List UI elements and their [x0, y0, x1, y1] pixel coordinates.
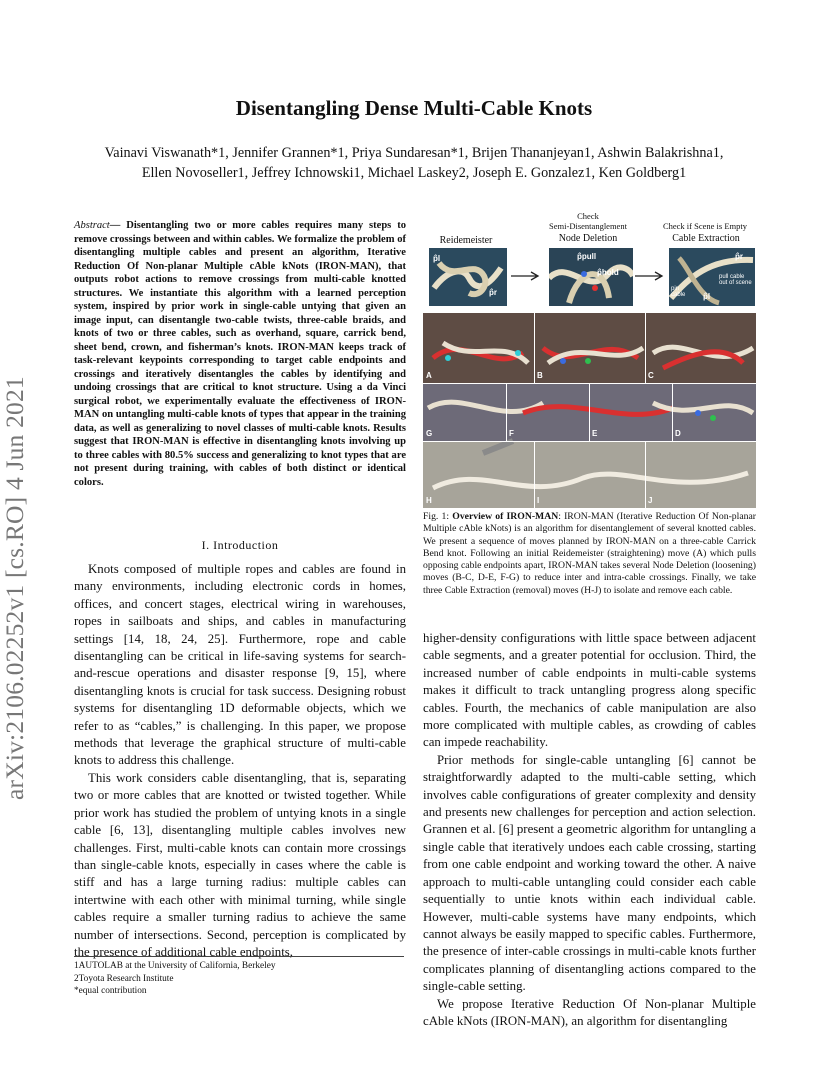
pin-cable-label: pin cable: [671, 286, 686, 298]
section-heading: I. Introduction: [201, 538, 279, 552]
abstract: [74, 219, 406, 489]
figure-1: [423, 203, 756, 508]
paper-title: Disentangling Dense Multi-Cable Knots: [235, 96, 593, 120]
photo-sequence: [423, 313, 756, 508]
pull-out-label: pull cable out of scene: [719, 274, 752, 286]
panel-label: D: [675, 429, 681, 438]
right-column-body: [423, 630, 756, 1030]
panel-label: C: [648, 371, 654, 380]
footnotes: [74, 956, 404, 998]
arrow-icon: [635, 271, 667, 281]
keypoint-pr: p̂r: [489, 288, 497, 297]
panel-label: B: [537, 371, 543, 380]
panel-label: I: [537, 496, 540, 505]
caption-label: Fig. 1:: [423, 511, 450, 522]
authors-line-2: Ellen Novoseller1, Jeffrey Ichnowski1, Michael Laskey2, Joseph E. Gonzalez1, Ken Goldberg1: [141, 165, 687, 181]
caption-bold: Overview of IRON-MAN: [452, 511, 559, 522]
footnote: *equal contribution: [74, 986, 147, 997]
panel-label: A: [426, 371, 432, 380]
keypoint-pl: p̂l: [703, 292, 711, 301]
panel-label: H: [426, 496, 432, 505]
keypoint-pl: p̂l: [433, 254, 441, 263]
arxiv-id: arXiv:2106.02252v1 [cs.RO] 4 Jun 2021: [0, 376, 29, 800]
paragraph: This work considers cable disentangling, that is, separating two or more cables that are knotted or twisted together. While prior work has studied the problem of untying knots in a single cable [6, 13], disentangling multiple cables involves new challenges. First, multi-cable knots can contain more crossings than single-cable knots, especially in cases where the cable is stiff and has a large turning radius: multiple cables can intertwine with each other with minimal turning, while single cables require a smaller turning radius to achieve the same number of intersections. Second, perception is complicated by the presence of additional cable endpoints,: [74, 770, 406, 959]
footnote: 2Toyota Research Institute: [74, 973, 174, 984]
keypoint-hold: p̂hold: [597, 268, 619, 277]
stage-check-label: Check: [577, 211, 599, 221]
stage-label-cable-extraction: Cable Extraction: [672, 233, 740, 244]
footnote: 1AUTOLAB at the University of California, Berkeley: [74, 961, 276, 971]
figure-caption: [423, 511, 756, 597]
schematic-cable-extraction: [669, 248, 755, 306]
panel-label: G: [426, 429, 433, 438]
left-column-body: [74, 561, 406, 961]
stage3-check-label: Check if Scene is Empty: [662, 221, 748, 231]
keypoint-pr: p̂r: [735, 252, 743, 261]
paragraph: higher-density configurations with little space between adjacent cable segments, and a greater potential for occlusion. Third, the increased number of cable endpoints in multi-cable systems makes it difficult to track untangling progress along specific cables. Fourth, the mechanics of cable manipulation are also more complicated with multiple cables, as crowding of cables can impede reachability.: [423, 631, 756, 750]
paragraph: Knots composed of multiple ropes and cables are found in many environments, including electronic cords in homes, offices, and concert stages, electrical wiring in warehouses, ropes in sailboats and ships, and cables in manufacturing settings [14, 18, 24, 25]. Furthermore, rope and cable disentangling can be critical in life-saving systems for search-and-rescue operations and disaster response [9, 15], where disentangling knots is crucial for task success. Designing robust systems for disentangling 1D deformable objects, which we refer to as “cables,” is challenging. In this paper, we propose methods that leverage the graphical structure of multi-cable knots to address this challenge.: [74, 562, 406, 768]
author-list: [60, 143, 768, 183]
paragraph: We propose Iterative Reduction Of Non-planar Multiple cAble kNots (IRON-MAN), an algorithm for disentangling: [423, 996, 756, 1028]
stage-label-reidemeister: Reidemeister: [439, 235, 493, 246]
paragraph: Prior methods for single-cable untangling [6] cannot be straightforwardly adapted to the multi-cable setting, which involves cable configurations of greater complexity and density and presents new challenges for perception and action selection. Grannen et al. [6] present a geometric algorithm for untangling a single cable that iteratively undoes each cable crossing, starting from one cable endpoint and working toward the other. A naive approach to multi-cable untangling could consider each cable sequentially to untie knots within each individual cable. However, multi-cable systems have many endpoints, which cannot always be easily mapped to specific cables. Furthermore, the presence of inter-cable crossings in multi-cable knots further complicates planning of disentangling actions compared to the single-cable setting.: [423, 752, 756, 994]
authors-line-1: Vainavi Viswanath*1, Jennifer Grannen*1, Priya Sundaresan*1, Brijen Thananjeyan1, Ashwin Balakrishna1,: [104, 145, 724, 161]
stage-label-node-deletion: Node Deletion: [558, 233, 618, 244]
arrow-icon: [511, 271, 543, 281]
panel-label: F: [509, 429, 514, 438]
abstract-text: — Disentangling two or more cables requires many steps to remove crossings between and within cables. We formalize the problem of disentangling multiple cables and present an algorithm, Iterative Reduction Of Non-planar Multiple cAble kNots (IRON-MAN), that outputs robot actions to remove crossings from multi-cable knotted structures. We instantiate this algorithm with a learned perception system, inspired by prior work in single-cable untying that given an image input, can disentangle two-cable twists, three-cable braids, and knots of two or three cables, such as overhand, square, carrick bend, sheet bend, crown, and fisherman’s knots. IRON-MAN keeps track of task-relevant keypoints corresponding to target cable endpoints and crossings and iteratively disentangles the cables by identifying and undoing crossings that are critical to knot structure. Using a da Vinci surgical robot, we experimentally evaluate the effectiveness of IRON-MAN on untangling multi-cable knots of types that appear in the training data, as well as generalizing to novel classes of multi-cable knots. Results suggest that IRON-MAN is effective in disentangling knots involving up to three cables with 80.5% success and generalizing to knot types that are not present during training, with cables of both distinct or identical colors.: [74, 220, 406, 488]
schematic-node-deletion: [549, 248, 633, 306]
panel-label: J: [648, 496, 653, 505]
abstract-label: Abstract: [74, 220, 110, 231]
arxiv-stamp: [0, 376, 29, 801]
panel-label: E: [592, 429, 598, 438]
keypoint-pull: p̂pull: [577, 252, 597, 261]
caption-text: : IRON-MAN (Iterative Reduction Of Non-planar Multiple cAble kNots) is an algorithm for disentanglement of several knotted cables. We present a sequence of moves planned by IRON-MAN on a three-cable Carrick Bend knot. Following an initial Reidemeister (straightening) move (A) which pulls opposing cable endpoints apart, IRON-MAN takes several Node Deletion (loosening) moves (B-C, D-E, F-G) to reduce inter and intra-cable crossings. Finally, we take three Cable Extraction (removal) moves (H-J) to isolate and remove each cable.: [423, 511, 757, 596]
stage-sub-label: Semi-Disentanglement: [549, 221, 627, 231]
schematic-reidemeister: [429, 248, 507, 306]
